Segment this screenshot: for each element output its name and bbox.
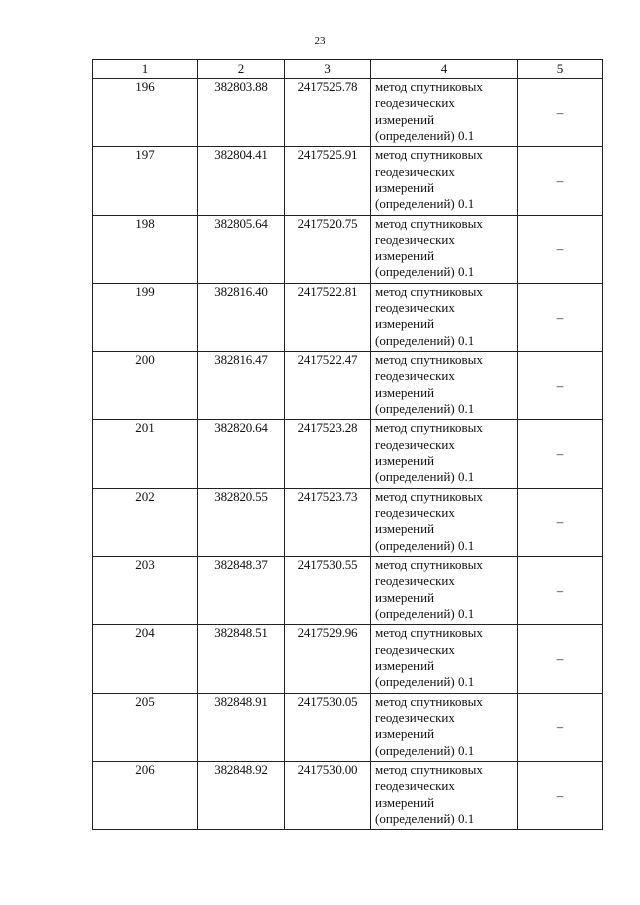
method-text: метод спутниковых геодезических измерений (определений) 0.1 [375,79,483,143]
y-coordinate-cell: 2417525.78 [285,79,371,147]
method-cell [371,488,518,556]
x-coordinate-cell: 382805.64 [198,215,285,283]
header-col-4: 4 [371,60,518,79]
table-row [93,761,603,829]
header-col-2: 2 [198,60,285,79]
table-row [93,557,603,625]
table-row [93,625,603,693]
y-coordinate-cell: 2417530.00 [285,761,371,829]
table-row [93,79,603,147]
method-cell [371,420,518,488]
header-col-5: 5 [518,60,603,79]
table-row [93,420,603,488]
point-number-cell: 197 [93,147,198,215]
x-coordinate-cell: 382803.88 [198,79,285,147]
table-row [93,147,603,215]
table-header-row [93,60,603,79]
x-coordinate-cell: 382816.47 [198,352,285,420]
method-text: метод спутниковых геодезических измерений (определений) 0.1 [375,147,483,212]
y-coordinate-cell: 2417523.73 [285,488,371,556]
note-cell: – [518,557,603,625]
note-cell: – [518,625,603,693]
method-cell [371,283,518,351]
x-coordinate-cell: 382816.40 [198,283,285,351]
method-cell [371,352,518,420]
point-number-cell: 200 [93,352,198,420]
table-row [93,283,603,351]
note-cell: – [518,761,603,829]
method-text: метод спутниковых геодезических измерений (определений) 0.1 [375,420,483,485]
method-text: метод спутниковых геодезических измерений (определений) 0.1 [375,557,483,621]
method-text: метод спутниковых геодезических измерений (определений) 0.1 [375,283,483,348]
y-coordinate-cell: 2417530.05 [285,693,371,761]
note-cell: – [518,488,603,556]
note-cell: – [518,79,603,147]
table-row [93,693,603,761]
x-coordinate-cell: 382804.41 [198,147,285,215]
note-cell: – [518,352,603,420]
table-row [93,352,603,420]
table-body [93,79,603,830]
point-number-cell: 204 [93,625,198,693]
header-col-3: 3 [285,60,371,79]
method-cell [371,215,518,283]
y-coordinate-cell: 2417529.96 [285,625,371,693]
method-cell [371,557,518,625]
method-cell [371,625,518,693]
point-number-cell: 196 [93,79,198,147]
method-cell [371,693,518,761]
y-coordinate-cell: 2417522.81 [285,283,371,351]
note-cell: – [518,215,603,283]
note-cell: – [518,693,603,761]
y-coordinate-cell: 2417520.75 [285,215,371,283]
method-text: метод спутниковых геодезических измерений (определений) 0.1 [375,215,483,280]
y-coordinate-cell: 2417530.55 [285,557,371,625]
x-coordinate-cell: 382848.51 [198,625,285,693]
note-cell: – [518,283,603,351]
x-coordinate-cell: 382848.92 [198,761,285,829]
method-cell [371,79,518,147]
method-text: метод спутниковых геодезических измерений (определений) 0.1 [375,761,483,826]
method-cell [371,761,518,829]
x-coordinate-cell: 382848.37 [198,557,285,625]
method-text: метод спутниковых геодезических измерений (определений) 0.1 [375,693,483,758]
x-coordinate-cell: 382820.55 [198,488,285,556]
point-number-cell: 201 [93,420,198,488]
y-coordinate-cell: 2417525.91 [285,147,371,215]
method-text: метод спутниковых геодезических измерений (определений) 0.1 [375,352,483,417]
y-coordinate-cell: 2417522.47 [285,352,371,420]
point-number-cell: 199 [93,283,198,351]
method-text: метод спутниковых геодезических измерений (определений) 0.1 [375,625,483,690]
note-cell: – [518,147,603,215]
page-number: 23 [314,35,326,47]
table-row [93,488,603,556]
y-coordinate-cell: 2417523.28 [285,420,371,488]
point-number-cell: 202 [93,488,198,556]
header-col-1: 1 [93,60,198,79]
method-text: метод спутниковых геодезических измерений (определений) 0.1 [375,488,483,553]
x-coordinate-cell: 382820.64 [198,420,285,488]
note-cell: – [518,420,603,488]
method-cell [371,147,518,215]
point-number-cell: 206 [93,761,198,829]
point-number-cell: 198 [93,215,198,283]
table-row [93,215,603,283]
coordinates-table [92,59,603,830]
x-coordinate-cell: 382848.91 [198,693,285,761]
point-number-cell: 205 [93,693,198,761]
point-number-cell: 203 [93,557,198,625]
